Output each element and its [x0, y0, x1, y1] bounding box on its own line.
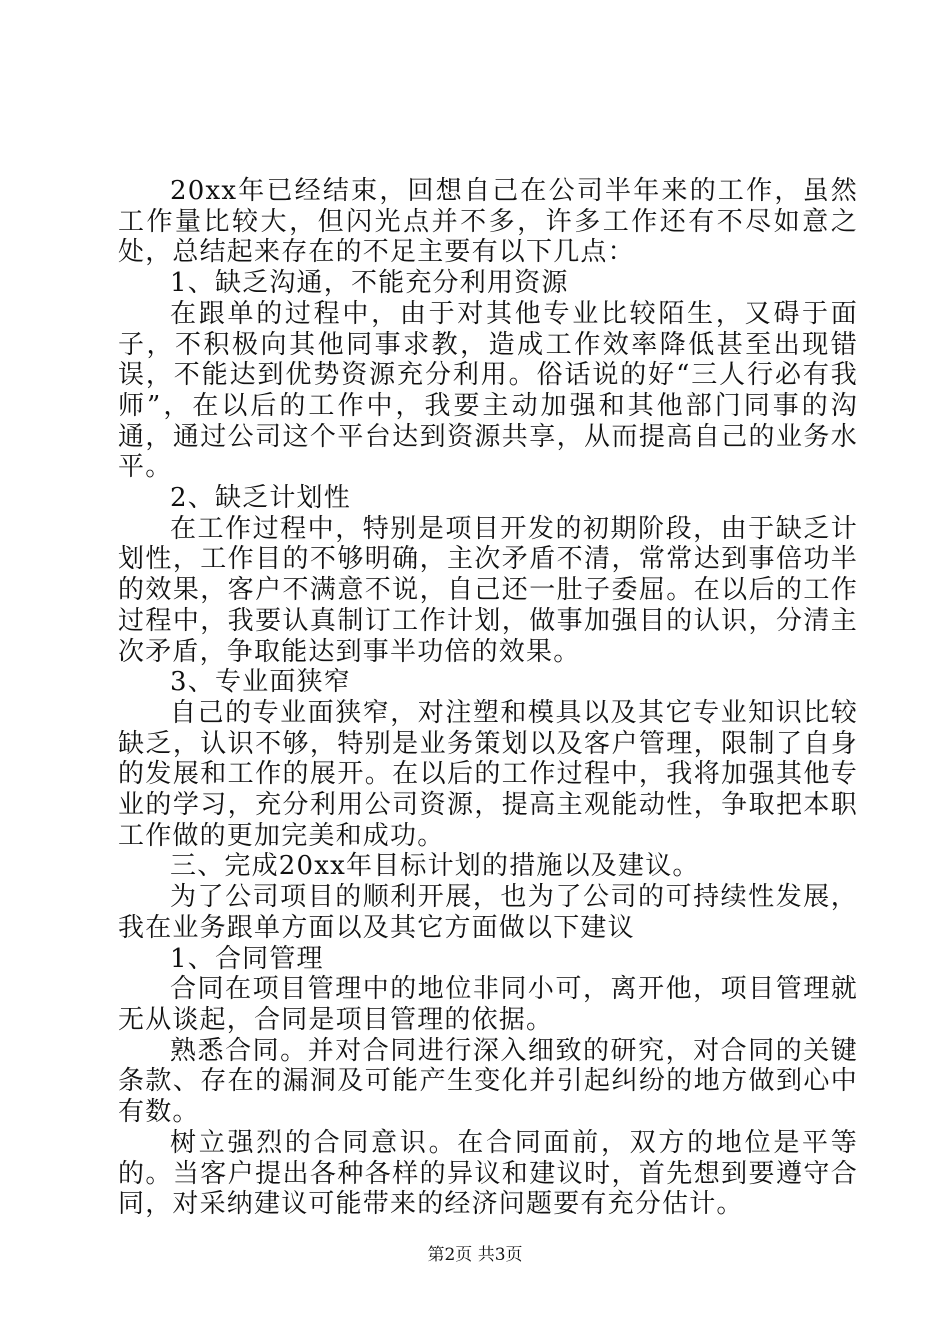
heading-measures-and-suggestions: 三、完成20xx年目标计划的措施以及建议。	[170, 851, 700, 882]
paragraph-contract-importance: 合同在项目管理中的地位非同小可，离开他，项目管理就无从谈起，合同是项目管理的依据。	[118, 974, 858, 1035]
document-body	[118, 176, 858, 1220]
paragraph-intro: 20xx年已经结束，回想自己在公司半年来的工作，虽然工作量比较大，但闪光点并不多，许多工作还有不尽如意之处，总结起来存在的不足主要有以下几点：	[118, 176, 858, 268]
page-footer: 第2页 共3页	[427, 1245, 523, 1265]
paragraph-expertise: 自己的专业面狭窄，对注塑和模具以及其它专业知识比较缺乏，认识不够，特别是业务策划以及客户管理，限制了自身的发展和工作的展开。在以后的工作过程中，我将加强其他专业的学习，充分利用公司资源，提高主观能动性，争取把本职工作做的更加完美和成功。	[118, 697, 858, 851]
heading-narrow-expertise: 3、专业面狭窄	[170, 667, 351, 698]
heading-contract-management: 1、合同管理	[170, 943, 324, 974]
paragraph-know-contract: 熟悉合同。并对合同进行深入细致的研究，对合同的关键条款、存在的漏洞及可能产生变化并引起纠纷的地方做到心中有数。	[118, 1035, 858, 1128]
paragraph-contract-awareness: 树立强烈的合同意识。在合同面前，双方的地位是平等的。当客户提出各种各样的异议和建议时，首先想到要遵守合同，对采纳建议可能带来的经济问题要有充分估计。	[118, 1127, 858, 1220]
paragraph-communication: 在跟单的过程中，由于对其他专业比较陌生，又碍于面子，不积极向其他同事求教，造成工作效率降低甚至出现错误，不能达到优势资源充分利用。俗话说的好“三人行必有我师”，在以后的工作中，我要主动加强和其他部门同事的沟通，通过公司这个平台达到资源共享，从而提高自己的业务水平。	[118, 298, 858, 483]
paragraph-planning: 在工作过程中，特别是项目开发的初期阶段，由于缺乏计划性，工作目的不够明确，主次矛盾不清，常常达到事倍功半的效果，客户不满意不说，自己还一肚子委屈。在以后的工作过程中，我要认真制订工作计划，做事加强目的认识，分清主次矛盾，争取能达到事半功倍的效果。	[118, 513, 858, 667]
paragraph-suggestions-intro: 为了公司项目的顺利开展，也为了公司的可持续性发展，我在业务跟单方面以及其它方面做以下建议	[118, 882, 858, 943]
heading-lack-of-planning: 2、缺乏计划性	[170, 483, 351, 514]
heading-lack-of-communication: 1、缺乏沟通，不能充分利用资源	[170, 268, 569, 299]
